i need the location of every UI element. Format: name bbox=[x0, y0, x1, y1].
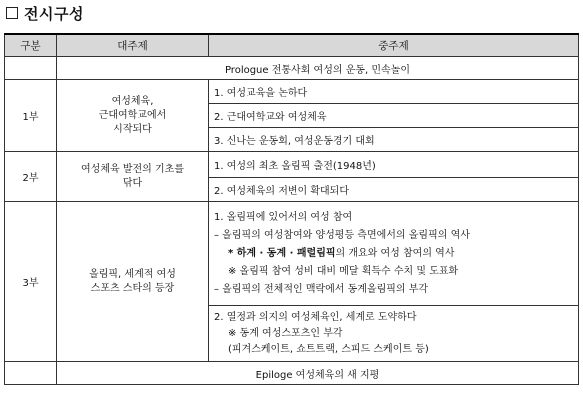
epilogue-text: Epiloge 여성체육의 새 지평 bbox=[57, 362, 579, 385]
section-heading bbox=[6, 3, 84, 23]
prologue-row bbox=[5, 57, 579, 80]
prologue-text: Prologue 전통사회 여성의 운동, 민속놀이 bbox=[57, 57, 579, 80]
header-category: 구분 bbox=[5, 34, 57, 57]
part-3-theme: 올림픽, 세계적 여성 스포츠 스타의 등장 bbox=[57, 202, 209, 362]
part-2-sub-1: 1. 여성의 최초 올림픽 출전(1948년) bbox=[209, 152, 579, 178]
table-row bbox=[5, 202, 579, 306]
checkbox-icon bbox=[6, 7, 18, 19]
part-1-label: 1부 bbox=[5, 80, 57, 152]
part-1-sub-1: 1. 여성교육을 논하다 bbox=[209, 80, 579, 104]
part-2-theme: 여성체육 발전의 기초를 닦다 bbox=[57, 152, 209, 202]
header-main-theme: 대주제 bbox=[57, 34, 209, 57]
part-1-sub-2: 2. 근대여학교와 여성체육 bbox=[209, 104, 579, 128]
header-sub-theme: 중주제 bbox=[209, 34, 579, 57]
part-2-sub-2: 2. 여성체육의 저변이 확대되다 bbox=[209, 178, 579, 202]
header-row bbox=[5, 34, 579, 57]
table-row bbox=[5, 80, 579, 104]
epilogue-row bbox=[5, 362, 579, 385]
part-3-sub-2: 2. 열정과 의지의 여성체육인, 세계로 도약하다 ※ 동계 여성스포츠인 부각 (피겨스케이트, 쇼트트랙, 스피드 스케이트 등) bbox=[209, 306, 579, 362]
part-3-label: 3부 bbox=[5, 202, 57, 362]
exhibition-structure-table bbox=[4, 33, 579, 385]
part-2-label: 2부 bbox=[5, 152, 57, 202]
part-3-sub-1: 1. 올림픽에 있어서의 여성 참여 – 올림픽의 여성참여와 양성평등 측면에서의 올림픽의 역사 * 하계 · 동계 · 패럴림픽의 개요와 여성 참여의 역사 ※ 올림픽 참여 성비 대비 메달 획득수 수치 및 도표화 – 올림픽의 전체적인 맥락에서 동계올림픽의 부각 bbox=[209, 202, 579, 306]
section-title: 전시구성 bbox=[24, 4, 84, 23]
part-1-sub-3: 3. 신나는 운동회, 여성운동경기 대회 bbox=[209, 128, 579, 152]
table-row bbox=[5, 152, 579, 178]
part-1-theme: 여성체육, 근대여학교에서 시작되다 bbox=[57, 80, 209, 152]
